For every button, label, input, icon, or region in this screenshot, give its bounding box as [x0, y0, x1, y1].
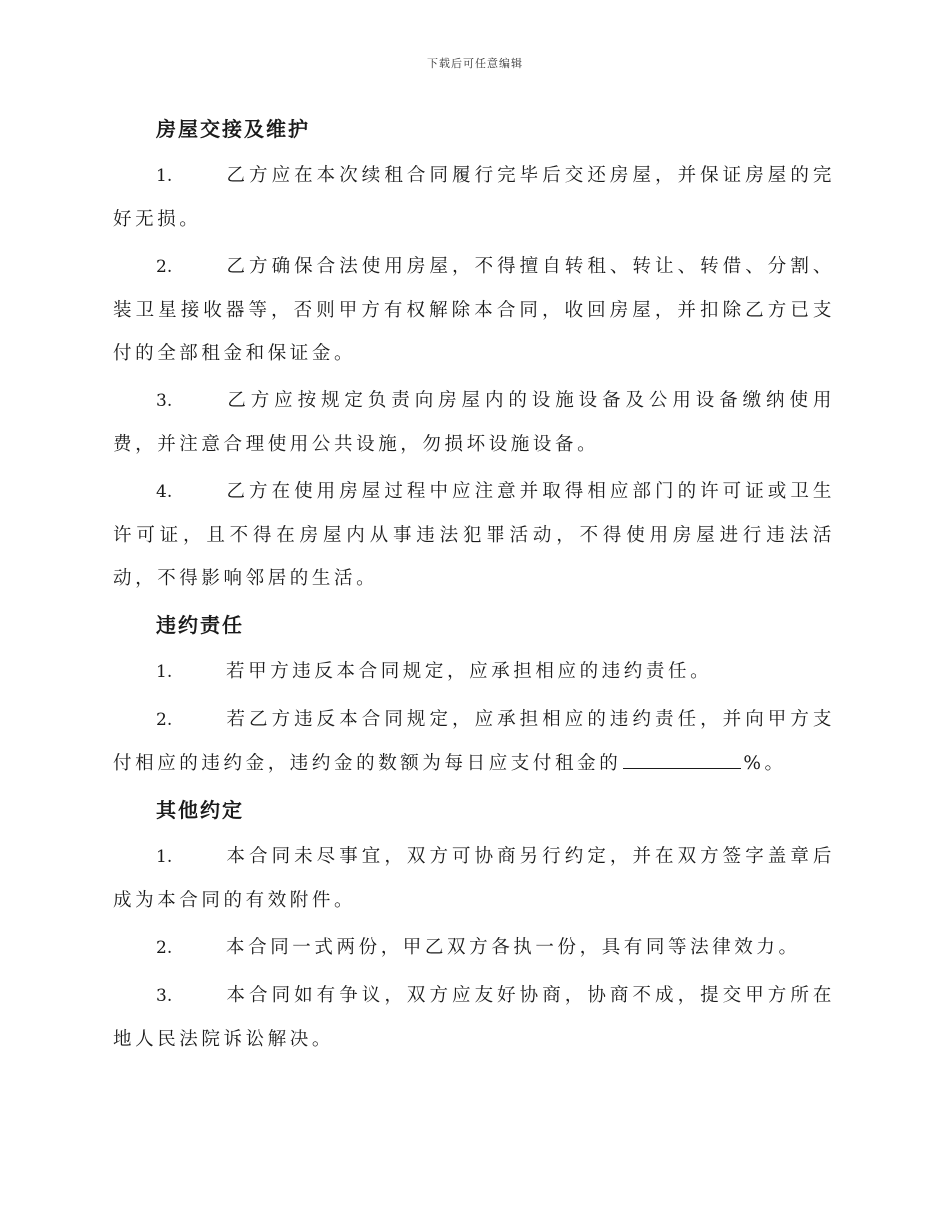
clause-text: 若乙方违反本合同规定，应承担相应的违约责任，并向甲方支付相应的违约金，违约金的数额为每日应支付租金的 — [113, 709, 835, 774]
clause-handover-2 — [113, 245, 835, 375]
clause-text: 本合同未尽事宜，双方可协商另行约定，并在双方签字盖章后成为本合同的有效附件。 — [113, 846, 835, 911]
fill-in-blank-line — [623, 750, 741, 769]
clause-text: 本合同如有争议，双方应友好协商，协商不成，提交甲方所在地人民法院诉讼解决。 — [113, 985, 835, 1050]
clause-handover-3 — [113, 379, 835, 466]
clause-other-2 — [113, 926, 835, 970]
page-header-note: 下载后可任意编辑 — [427, 57, 523, 70]
clause-text: 乙方确保合法使用房屋，不得擅自转租、转让、转借、分割、装卫星接收器等，否则甲方有权解除本合同，收回房屋，并扣除乙方已支付的全部租金和保证金。 — [113, 256, 835, 364]
clause-other-1 — [113, 835, 835, 922]
clause-number: 2. — [156, 938, 173, 958]
clause-liability-2 — [113, 698, 835, 785]
clause-other-3 — [113, 974, 835, 1061]
clause-liability-1 — [113, 650, 835, 694]
clause-number: 3. — [156, 986, 173, 1006]
clause-handover-4 — [113, 470, 835, 600]
section-heading-handover: 房屋交接及维护 — [156, 117, 310, 141]
clause-number: 2. — [156, 257, 173, 277]
clause-text: 本合同一式两份，甲乙双方各执一份，具有同等法律效力。 — [226, 937, 801, 958]
section-heading-other: 其他约定 — [156, 798, 244, 822]
clause-number: 1. — [156, 847, 173, 867]
clause-number: 4. — [156, 482, 173, 502]
clause-number: 1. — [156, 662, 173, 682]
clause-suffix: %。 — [743, 753, 787, 774]
clause-text: 若甲方违反本合同规定，应承担相应的违约责任。 — [226, 661, 713, 682]
document-body — [113, 108, 835, 1065]
clause-text: 乙方应在本次续租合同履行完毕后交还房屋，并保证房屋的完好无损。 — [113, 165, 835, 230]
clause-text: 乙方应按规定负责向房屋内的设施设备及公用设备缴纳使用费，并注意合理使用公共设施，勿损坏设施设备。 — [113, 390, 835, 455]
clause-handover-1 — [113, 154, 835, 241]
clause-number: 1. — [156, 166, 173, 186]
clause-number: 2. — [156, 710, 173, 730]
clause-text: 乙方在使用房屋过程中应注意并取得相应部门的许可证或卫生许可证，且不得在房屋内从事违法犯罪活动，不得使用房屋进行违法活动，不得影响邻居的生活。 — [113, 481, 835, 589]
clause-number: 3. — [156, 391, 173, 411]
section-heading-liability: 违约责任 — [156, 613, 244, 637]
